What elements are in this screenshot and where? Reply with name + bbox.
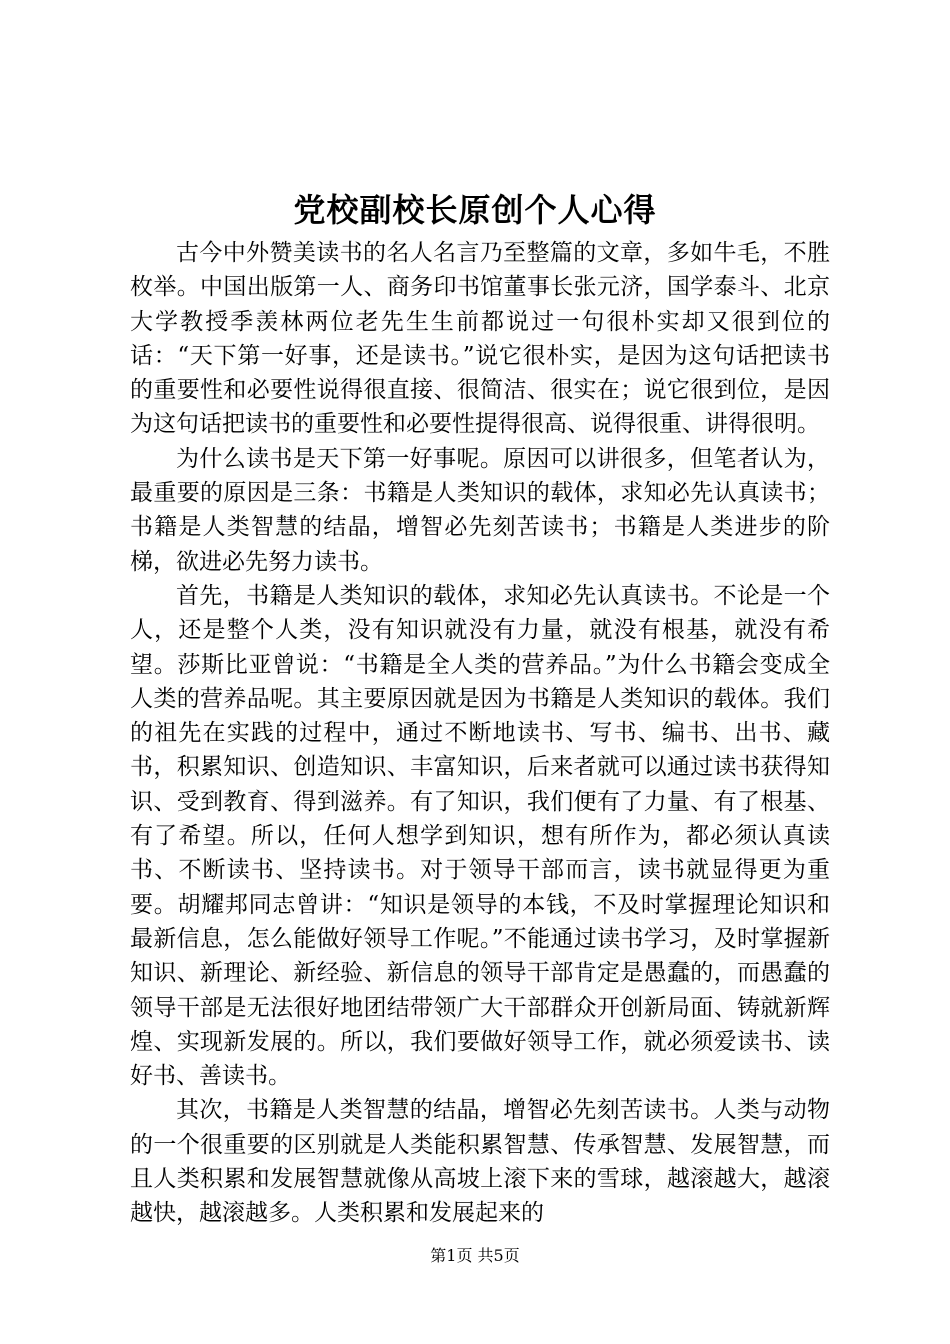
paragraph: 首先，书籍是人类知识的载体，求知必先认真读书。不论是一个人，还是整个人类，没有知识就没有力量，就没有根基，就没有希望。莎斯比亚曾说：“书籍是全人类的营养品。”为什么书籍会变成全人类的营养品呢。其主要原因就是因为书籍是人类知识的载体。我们的祖先在实践的过程中，通过不断地读书、写书、编书、出书、藏书，积累知识、创造知识、丰富知识，后来者就可以通过读书获得知识、受到教育、得到滋养。有了知识，我们便有了力量、有了根基、有了希望。所以，任何人想学到知识，想有所作为，都必须认真读书、不断读书、坚持读书。对于领导干部而言，读书就显得更为重要。胡耀邦同志曾讲：“知识是领导的本钱，不及时掌握理论知识和最新信息，怎么能做好领导工作呢。”不能通过读书学习，及时掌握新知识、新理论、新经验、新信息的领导干部肯定是愚蠢的，而愚蠢的领导干部是无法很好地团结带领广大干部群众开创新局面、铸就新辉煌、实现新发展的。所以，我们要做好领导工作，就必须爱读书、读好书、善读书。 xyxy=(130,582,830,1090)
paragraph: 其次，书籍是人类智慧的结晶，增智必先刻苦读书。人类与动物的一个很重要的区别就是人类能积累智慧、传承智慧、发展智慧，而且人类积累和发展智慧就像从高坡上滚下来的雪球，越滚越大，越滚越快，越滚越多。人类积累和发展起来的 xyxy=(130,1097,830,1227)
page-number-footer: 第1页 共5页 xyxy=(430,1246,520,1265)
paragraph: 古今中外赞美读书的名人名言乃至整篇的文章，多如牛毛，不胜枚举。中国出版第一人、商务印书馆董事长张元济，国学泰斗、北京大学教授季羡林两位老先生生前都说过一句很朴实却又很到位的话：“天下第一好事，还是读书。”说它很朴实，是因为这句话把读书的重要性和必要性说得很直接、很简洁、很实在；说它很到位，是因为这句话把读书的重要性和必要性提得很高、说得很重、讲得很明。 xyxy=(130,240,830,438)
paragraph: 为什么读书是天下第一好事呢。原因可以讲很多，但笔者认为，最重要的原因是三条：书籍是人类知识的载体，求知必先认真读书；书籍是人类智慧的结晶，增智必先刻苦读书；书籍是人类进步的阶梯，欲进必先努力读书。 xyxy=(130,445,830,575)
document-title: 党校副校长原创个人心得 xyxy=(293,191,657,229)
document-body xyxy=(130,236,830,1231)
